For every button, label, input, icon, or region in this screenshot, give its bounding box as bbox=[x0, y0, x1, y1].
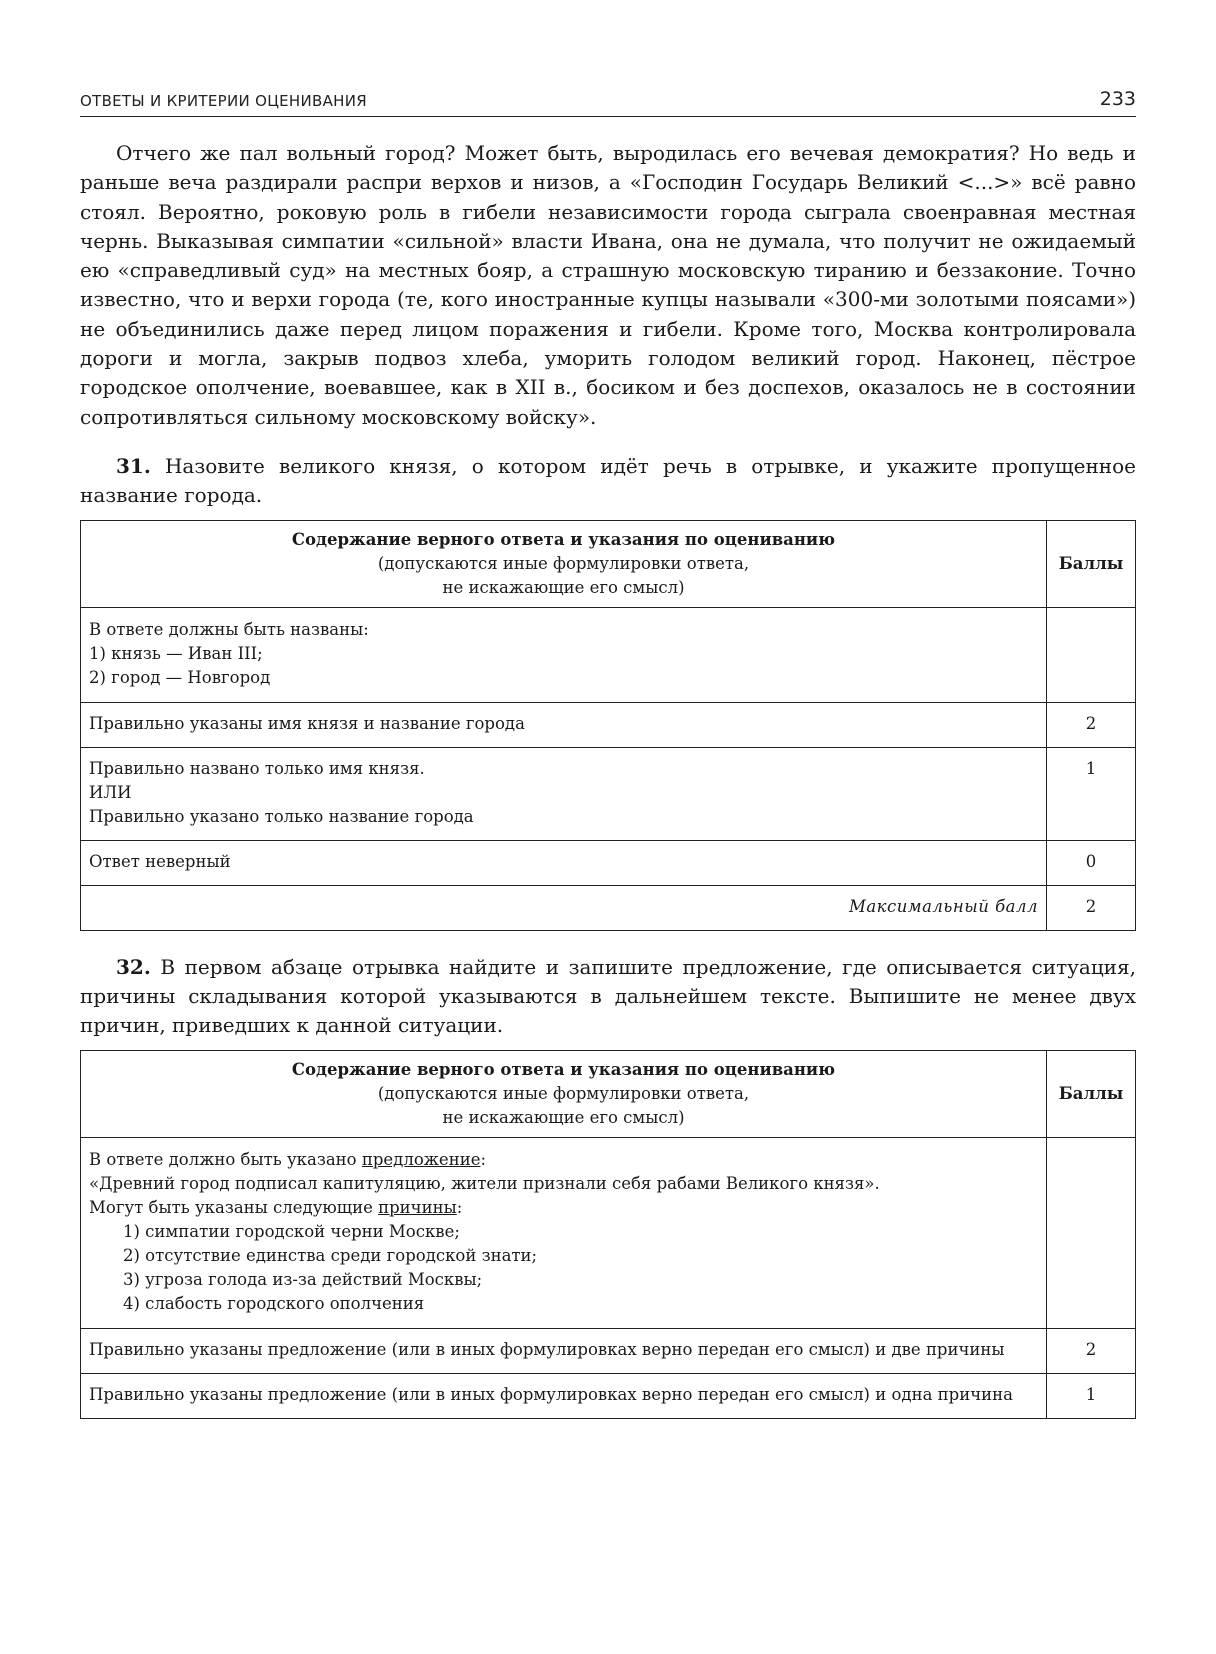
task-31-number: 31. bbox=[116, 453, 151, 478]
reason-item: 1) симпатии городской черни Москве; bbox=[123, 1221, 460, 1241]
reasons-intro bbox=[89, 1196, 1038, 1220]
criteria-header-sub2: не искажающие его смысл) bbox=[442, 1107, 685, 1127]
answer-line: 1) князь — Иван III; bbox=[89, 643, 263, 663]
table-row bbox=[81, 747, 1136, 840]
criteria-header-sub1: (допускаются иные формулировки ответа, bbox=[377, 553, 750, 573]
points-value: 2 bbox=[1047, 702, 1136, 747]
reason-item: 4) слабость городского ополчения bbox=[123, 1293, 425, 1313]
reasons-intro-post: : bbox=[456, 1197, 463, 1217]
answer-line: 2) город — Новгород bbox=[89, 667, 271, 687]
criterion-or: ИЛИ bbox=[89, 782, 132, 802]
task-32-question bbox=[80, 953, 1136, 1040]
points-value: 0 bbox=[1047, 840, 1136, 885]
running-head bbox=[80, 88, 1136, 117]
points-value: 1 bbox=[1047, 1373, 1136, 1418]
table-header-row bbox=[81, 520, 1136, 607]
reasons-intro-word: причины bbox=[378, 1197, 457, 1217]
table-row bbox=[81, 840, 1136, 885]
answer-line: В ответе должны быть названы: bbox=[89, 619, 369, 639]
task-31-question bbox=[80, 452, 1136, 510]
table-row bbox=[81, 702, 1136, 747]
answer-content-cell bbox=[81, 607, 1047, 702]
points-value: 1 bbox=[1047, 747, 1136, 840]
source-excerpt: Отчего же пал вольный город? Может быть, выродилась его вечевая демократия? Но ведь и раньше веча раздирали распри верхов и низов, а «Господин Государь Великий <...>» всё равно стоял. Вероятно, роковую роль в гибели независимости города сыграла своенравная местная чернь. Выказывая симпатии «сильной» власти Ивана, она не думала, что получит не ожидаемый ею «справедливый суд» на местных бояр, а страшную московскую тиранию и беззаконие. Точно известно, что и верхи города (те, кого иностранные купцы называли «300-ми золотыми поясами») не объединились даже перед лицом поражения и гибели. Кроме того, Москва контролировала дороги и могла, закрыв подвоз хлеба, уморить голодом великий город. Наконец, пёстрое городское ополчение, воевавшее, как в XII в., босиком и без доспехов, оказалось не в состоянии сопротивляться сильному московскому войску». bbox=[80, 141, 1136, 429]
criteria-header-cell bbox=[81, 520, 1047, 607]
criterion-line: Правильно указано только название города bbox=[89, 806, 474, 826]
answer-intro-post: : bbox=[480, 1149, 487, 1169]
table-row bbox=[81, 1373, 1136, 1418]
criterion-text: Правильно указаны имя князя и название города bbox=[81, 702, 1047, 747]
task-31-text: Назовите великого князя, о котором идёт речь в отрывке, и укажите пропущенное название города. bbox=[80, 453, 1136, 507]
reason-item: 2) отсутствие единства среди городской знати; bbox=[123, 1245, 538, 1265]
points-cell-empty bbox=[1047, 1137, 1136, 1328]
task-32-criteria-table bbox=[80, 1050, 1136, 1419]
criteria-header-cell bbox=[81, 1050, 1047, 1137]
points-header: Баллы bbox=[1047, 520, 1136, 607]
answer-intro bbox=[89, 1148, 1038, 1172]
page-number: 233 bbox=[1099, 88, 1136, 110]
table-row-max bbox=[81, 885, 1136, 930]
criteria-header-sub2: не искажающие его смысл) bbox=[442, 577, 685, 597]
table-row bbox=[81, 1328, 1136, 1373]
criterion-text: Правильно указаны предложение (или в иных формулировках верно передан его смысл) и одна причина bbox=[81, 1373, 1047, 1418]
answer-intro-word: предложение bbox=[361, 1149, 481, 1169]
points-value: 2 bbox=[1047, 1328, 1136, 1373]
max-score-label: Максимальный балл bbox=[81, 885, 1047, 930]
page bbox=[80, 88, 1136, 1419]
criteria-header-main: Содержание верного ответа и указания по оцениванию bbox=[291, 1059, 836, 1079]
table-row bbox=[81, 1137, 1136, 1328]
criteria-header-sub1: (допускаются иные формулировки ответа, bbox=[377, 1083, 750, 1103]
answer-sentence: «Древний город подписал капитуляцию, жители признали себя рабами Великого князя». bbox=[89, 1173, 880, 1193]
points-cell-empty bbox=[1047, 607, 1136, 702]
table-header-row bbox=[81, 1050, 1136, 1137]
criterion-text: Ответ неверный bbox=[81, 840, 1047, 885]
reasons-intro-pre: Могут быть указаны следующие bbox=[89, 1197, 379, 1217]
task-32-text: В первом абзаце отрывка найдите и запишите предложение, где описывается ситуация, причины складывания которой указываются в дальнейшем тексте. Выпишите не менее двух причин, приведших к данной ситуации. bbox=[80, 954, 1136, 1037]
running-head-title: ОТВЕТЫ И КРИТЕРИИ ОЦЕНИВАНИЯ bbox=[80, 92, 368, 110]
task-32-number: 32. bbox=[116, 954, 151, 979]
answer-content-cell bbox=[81, 1137, 1047, 1328]
max-score-value: 2 bbox=[1047, 885, 1136, 930]
points-header: Баллы bbox=[1047, 1050, 1136, 1137]
criterion-text: Правильно указаны предложение (или в иных формулировках верно передан его смысл) и две причины bbox=[81, 1328, 1047, 1373]
criterion-text bbox=[81, 747, 1047, 840]
task-31-criteria-table bbox=[80, 520, 1136, 931]
criteria-header-main: Содержание верного ответа и указания по оцениванию bbox=[291, 529, 836, 549]
criterion-line: Правильно названо только имя князя. bbox=[89, 758, 425, 778]
reason-item: 3) угроза голода из-за действий Москвы; bbox=[123, 1269, 483, 1289]
answer-intro-pre: В ответе должно быть указано bbox=[89, 1149, 362, 1169]
table-row bbox=[81, 607, 1136, 702]
